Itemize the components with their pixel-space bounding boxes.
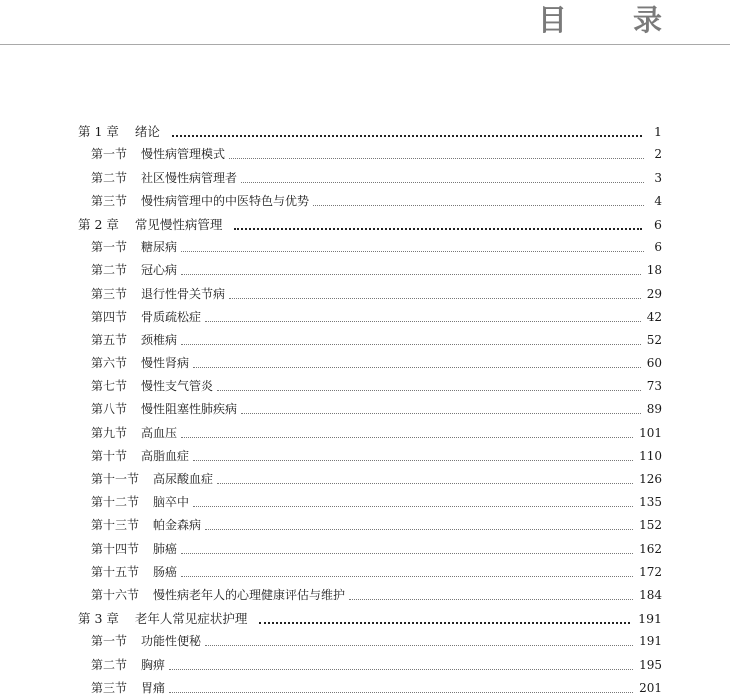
toc-entry-number: 第六节 (91, 356, 128, 371)
dot-leader (181, 273, 641, 275)
dot-leader (181, 343, 641, 345)
toc-entry-title: 高脂血症 (141, 448, 190, 463)
toc-section-entry[interactable] (78, 630, 662, 653)
toc-entry-title: 肺癌 (153, 541, 178, 556)
toc-entry-label (91, 143, 225, 166)
toc-entry-title: 常见慢性病管理 (134, 216, 223, 232)
toc-chapter-entry[interactable] (78, 120, 662, 143)
toc-section-entry[interactable] (78, 537, 662, 560)
toc-entry-number: 第二节 (91, 263, 128, 278)
toc-section-entry[interactable] (78, 445, 662, 468)
dot-leader (172, 134, 642, 137)
toc-page-number: 172 (639, 564, 662, 579)
dot-leader (241, 412, 641, 414)
toc-section-entry[interactable] (78, 398, 662, 421)
toc-entry-title: 脑卒中 (153, 495, 190, 510)
toc-entry-title: 慢性肾病 (141, 356, 190, 371)
toc-entry-title: 胸痹 (141, 657, 166, 672)
dot-leader (181, 552, 633, 554)
toc-section-entry[interactable] (78, 190, 662, 213)
toc-entry-label (91, 491, 189, 514)
toc-section-entry[interactable] (78, 259, 662, 282)
toc-entry-label (91, 398, 237, 421)
toc-entry-label (91, 538, 177, 561)
toc-page-number: 6 (654, 240, 662, 255)
toc-entry-title: 高血压 (141, 425, 178, 440)
page-title: 目 录 (537, 3, 690, 37)
dot-leader (241, 181, 644, 183)
toc-section-entry[interactable] (78, 306, 662, 329)
toc-section-entry[interactable] (78, 584, 662, 607)
toc-entry-label (91, 375, 213, 398)
toc-entry-number: 第七节 (91, 379, 128, 394)
toc-entry-label (91, 167, 237, 190)
dot-leader (193, 505, 633, 507)
toc-page-number: 191 (638, 611, 662, 627)
toc-section-entry[interactable] (78, 468, 662, 491)
toc-entry-title: 退行性骨关节病 (141, 286, 226, 301)
toc-page-number: 60 (646, 356, 662, 371)
dot-leader (229, 297, 641, 299)
dot-leader (217, 389, 641, 391)
toc-page-number: 184 (639, 587, 662, 602)
toc-entry-label (91, 654, 165, 677)
toc-page-number: 18 (646, 263, 662, 278)
toc-entry-label (91, 306, 201, 329)
toc-entry-title: 骨质疏松症 (141, 309, 202, 324)
toc-section-entry[interactable] (78, 236, 662, 259)
dot-leader (349, 598, 633, 600)
toc-entry-title: 颈椎病 (141, 332, 178, 347)
dot-leader (193, 459, 633, 461)
toc-entry-label (78, 607, 247, 630)
toc-entry-number: 第三节 (91, 193, 128, 208)
page-header (0, 0, 730, 45)
toc-section-entry[interactable] (78, 514, 662, 537)
toc-page-number: 73 (646, 379, 662, 394)
dot-leader (217, 482, 633, 484)
toc-entry-label (91, 190, 309, 213)
table-of-contents (78, 120, 662, 700)
toc-section-entry[interactable] (78, 329, 662, 352)
dot-leader (313, 204, 644, 206)
toc-page-number: 29 (646, 286, 662, 301)
dot-leader (205, 528, 633, 530)
toc-entry-number: 第一节 (91, 147, 128, 162)
toc-page-number: 4 (654, 193, 662, 208)
toc-section-entry[interactable] (78, 491, 662, 514)
toc-page-number: 52 (646, 332, 662, 347)
toc-section-entry[interactable] (78, 421, 662, 444)
toc-entry-number: 第十六节 (91, 587, 140, 602)
toc-page-number: 195 (639, 657, 662, 672)
dot-leader (259, 621, 630, 624)
toc-page-number: 42 (646, 309, 662, 324)
toc-entry-title: 慢性支气管炎 (141, 379, 214, 394)
toc-page-number: 101 (639, 425, 662, 440)
dot-leader (229, 157, 644, 159)
toc-entry-label (91, 630, 201, 653)
toc-entry-number: 第八节 (91, 402, 128, 417)
toc-entry-title: 慢性阻塞性肺疾病 (141, 402, 238, 417)
toc-entry-number: 第十三节 (91, 518, 140, 533)
toc-entry-title: 高尿酸血症 (153, 472, 214, 486)
toc-chapter-entry[interactable] (78, 607, 662, 630)
toc-page-number: 3 (654, 170, 662, 185)
toc-entry-title: 社区慢性病管理者 (141, 170, 238, 185)
toc-entry-number: 第 2 章 (78, 216, 119, 232)
toc-entry-title: 糖尿病 (141, 240, 178, 255)
toc-entry-number: 第十二节 (91, 495, 140, 510)
toc-entry-number: 第四节 (91, 309, 128, 324)
toc-entry-label (91, 283, 225, 306)
dot-leader (181, 436, 633, 438)
toc-entry-label (91, 514, 201, 537)
toc-entry-number: 第三节 (91, 680, 128, 695)
toc-entry-label (91, 561, 177, 584)
toc-page-number: 152 (639, 518, 662, 533)
toc-entry-number: 第五节 (91, 332, 128, 347)
dot-leader (205, 644, 633, 646)
toc-page-number: 1 (654, 124, 662, 140)
toc-entry-title: 绪论 (134, 124, 160, 140)
toc-section-entry[interactable] (78, 375, 662, 398)
toc-entry-title: 功能性便秘 (141, 634, 202, 649)
toc-entry-title: 帕金森病 (153, 518, 202, 533)
toc-entry-number: 第二节 (91, 657, 128, 672)
toc-entry-label (78, 120, 160, 143)
toc-section-entry[interactable] (78, 166, 662, 189)
toc-entry-label (91, 329, 177, 352)
toc-entry-number: 第 3 章 (78, 611, 119, 627)
toc-entry-number: 第一节 (91, 634, 128, 649)
toc-page-number: 162 (639, 541, 662, 556)
toc-page-number: 110 (639, 448, 662, 463)
toc-entry-number: 第九节 (91, 425, 128, 440)
toc-entry-label (91, 236, 177, 259)
dot-leader (205, 320, 641, 322)
toc-section-entry[interactable] (78, 653, 662, 676)
toc-section-entry[interactable] (78, 143, 662, 166)
dot-leader (193, 366, 641, 368)
toc-chapter-entry[interactable] (78, 213, 662, 236)
toc-entry-label (91, 677, 165, 700)
toc-entry-title: 慢性病老年人的心理健康评估与维护 (153, 587, 346, 602)
toc-page-number: 201 (639, 680, 662, 695)
toc-entry-label (91, 259, 177, 282)
toc-section-entry[interactable] (78, 561, 662, 584)
toc-entry-title: 胃痛 (141, 680, 166, 695)
toc-entry-number: 第二节 (91, 170, 128, 185)
toc-entry-title: 老年人常见症状护理 (134, 611, 248, 627)
toc-entry-number: 第 1 章 (78, 124, 119, 140)
dot-leader (181, 250, 644, 252)
toc-entry-label (91, 352, 189, 375)
toc-entry-number: 第十节 (91, 448, 128, 463)
toc-entry-label (78, 213, 222, 236)
toc-section-entry[interactable] (78, 282, 662, 305)
toc-entry-title: 慢性病管理模式 (141, 147, 226, 162)
toc-entry-number: 第三节 (91, 286, 128, 301)
toc-entry-label (91, 584, 345, 607)
dot-leader (169, 668, 633, 670)
dot-leader (234, 227, 642, 230)
toc-entry-number: 第十五节 (91, 564, 140, 579)
toc-entry-label (91, 422, 177, 445)
toc-entry-number: 第十一节 (91, 472, 140, 486)
dot-leader (181, 575, 633, 577)
toc-section-entry[interactable] (78, 677, 662, 700)
toc-page-number: 135 (639, 495, 662, 510)
toc-page-number: 2 (654, 147, 662, 162)
toc-page-number: 6 (654, 216, 662, 232)
toc-entry-number: 第一节 (91, 240, 128, 255)
toc-entry-title: 慢性病管理中的中医特色与优势 (141, 193, 310, 208)
toc-page-number: 126 (639, 472, 662, 486)
toc-entry-title: 冠心病 (141, 263, 178, 278)
toc-entry-label (91, 445, 189, 468)
toc-entry-label (91, 468, 213, 491)
toc-page-number: 191 (639, 634, 662, 649)
toc-section-entry[interactable] (78, 352, 662, 375)
toc-entry-number: 第十四节 (91, 541, 140, 556)
toc-page-number: 89 (646, 402, 662, 417)
toc-entry-title: 肠癌 (153, 564, 178, 579)
